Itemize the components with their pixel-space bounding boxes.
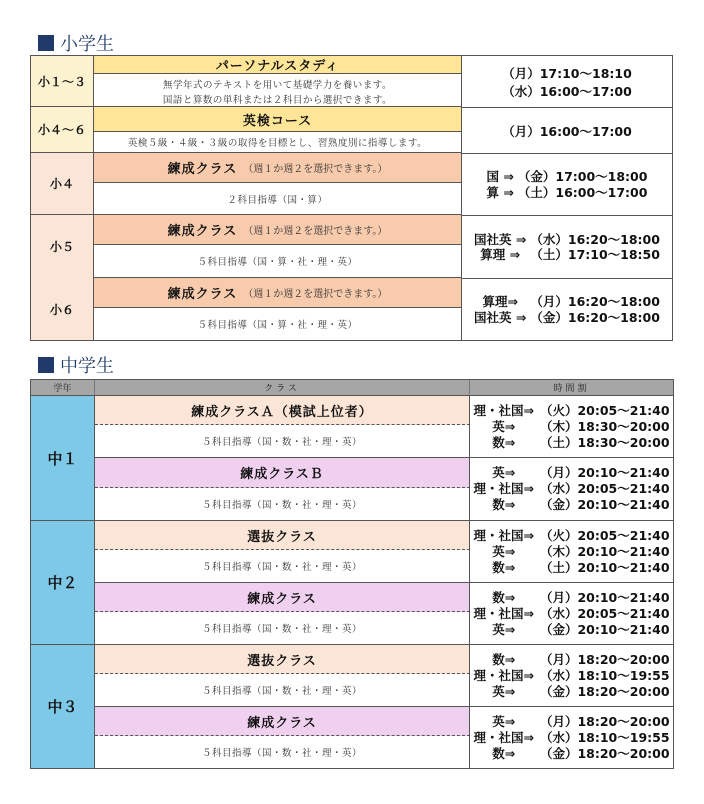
schedule-personal — [462, 56, 672, 107]
course-desc-personal — [94, 74, 462, 107]
schedule-subject: 数⇒ — [492, 497, 516, 512]
schedule-line: （月）16:00～17:00 — [502, 123, 632, 139]
schedule-time: （土）18:30～20:00 — [539, 434, 670, 450]
square-bullet-icon — [38, 357, 54, 373]
course-title-g5 — [94, 215, 462, 245]
schedule-subject: 算 ⇒ — [486, 184, 514, 200]
schedule-g6 — [462, 278, 672, 340]
schedule-time: （月）18:20～20:00 — [539, 651, 670, 667]
schedule-time: （木）20:10～21:40 — [539, 543, 670, 559]
schedule-subject: 英⇒ — [492, 465, 516, 480]
schedule-subject: 英⇒ — [492, 543, 516, 559]
schedule-subject: 英⇒ — [492, 683, 516, 699]
schedule-subject: 数⇒ — [492, 559, 516, 575]
grade-cell-m3: 中３ — [31, 645, 95, 768]
schedule-subject: 理・社国⇒ — [473, 729, 534, 745]
grade-cell-g4: 小４ — [31, 153, 94, 215]
schedule-subject: 数⇒ — [492, 745, 516, 761]
course-title-text: 練成クラス — [167, 287, 238, 302]
elementary-heading — [38, 30, 114, 56]
course-desc-g4: ２科目指導（国・算） — [94, 183, 462, 215]
schedule-time: （土）17:10～18:50 — [530, 247, 660, 262]
schedule-subject: 数⇒ — [492, 651, 516, 667]
schedule-time: （月）20:10～21:40 — [539, 589, 670, 605]
course-desc-eiken: 英検５級・４級・３級の取得を目標とし、習熟度別に指導します。 — [94, 132, 462, 153]
schedule-time: （土）20:10～21:40 — [539, 559, 670, 575]
class-schedule — [470, 458, 673, 521]
junior-heading-text: 中学生 — [60, 356, 114, 377]
schedule-time: （金）20:10～21:40 — [539, 497, 670, 512]
schedule-time: （土）16:00～17:00 — [517, 184, 648, 200]
schedule-time: （金）20:10～21:40 — [539, 621, 670, 637]
schedule-subject: 数⇒ — [492, 589, 516, 605]
schedule-time: （金）18:20～20:00 — [539, 745, 670, 761]
junior-table — [30, 379, 674, 769]
schedule-subject: 理・社国⇒ — [473, 481, 534, 496]
class-schedule — [470, 645, 673, 707]
course-note: （週１か週２を選択できます。） — [243, 226, 388, 237]
schedule-time: （水）18:10～19:55 — [539, 667, 670, 683]
course-title-text: 練成クラス — [167, 224, 238, 239]
header-time: 時間割 — [470, 380, 673, 396]
grade-cell-m2: 中２ — [31, 521, 95, 645]
schedule-time: （月）20:10～21:40 — [539, 465, 670, 480]
elementary-table — [30, 55, 673, 341]
schedule-line: （月）17:10～18:10 — [502, 65, 632, 81]
schedule-subject: 英⇒ — [492, 713, 516, 729]
schedule-subject: 英⇒ — [492, 621, 516, 637]
class-title: 選抜クラス — [95, 645, 470, 674]
course-title-g4 — [94, 153, 462, 183]
class-title: 練成クラス — [95, 707, 470, 736]
schedule-subject: 理・社国⇒ — [473, 605, 534, 621]
schedule-time: （金）17:00～18:00 — [517, 169, 648, 184]
course-desc-line: 無学年式のテキストを用いて基礎学力を養います。 — [162, 80, 393, 91]
schedule-eiken — [462, 107, 672, 153]
class-schedule — [470, 707, 673, 768]
class-desc: ５科目指導（国・数・社・理・英） — [95, 550, 470, 583]
course-note: （週１か週２を選択できます。） — [243, 164, 388, 175]
grade-cell-g46: 小４～６ — [31, 107, 94, 153]
course-desc-line: 国語と算数の単科または２科目から選択できます。 — [162, 95, 393, 106]
schedule-subject: 数⇒ — [492, 434, 516, 450]
schedule-subject: 理・社国⇒ — [473, 402, 534, 418]
grade-cell-m1: 中１ — [31, 396, 95, 521]
class-desc: ５科目指導（国・数・社・理・英） — [95, 736, 470, 768]
course-title-text: 練成クラス — [167, 162, 238, 177]
schedule-time: （水）20:05～21:40 — [539, 605, 670, 621]
elementary-heading-text: 小学生 — [60, 34, 114, 55]
course-title-eiken: 英検コース — [94, 107, 462, 132]
class-schedule — [470, 396, 673, 458]
course-note: （週１か週２を選択できます。） — [243, 289, 388, 300]
grade-cell-g13: 小１～３ — [31, 56, 94, 107]
header-grade: 学年 — [31, 380, 95, 396]
schedule-g4 — [462, 153, 672, 215]
junior-heading — [38, 352, 114, 378]
grade-cell-g6: 小６ — [31, 278, 94, 340]
class-title: 練成クラス — [95, 583, 470, 612]
course-desc-g5: ５科目指導（国・算・社・理・英） — [94, 245, 462, 278]
schedule-time: （木）18:30～20:00 — [539, 418, 670, 434]
class-desc: ５科目指導（国・数・社・理・英） — [95, 612, 470, 645]
schedule-time: （火）20:05～21:40 — [539, 527, 670, 543]
schedule-time: （金）16:20～18:00 — [530, 309, 660, 325]
class-title: 選抜クラス — [95, 521, 470, 550]
schedule-subject: 国 ⇒ — [486, 169, 514, 184]
class-schedule — [470, 583, 673, 645]
schedule-subject: 算理⇒ — [482, 294, 518, 309]
class-title: 練成クラスＢ — [95, 458, 470, 488]
schedule-subject: 国社英 ⇒ — [474, 231, 527, 247]
class-title: 練成クラスＡ（模試上位者） — [95, 396, 470, 425]
schedule-subject: 理・社国⇒ — [473, 527, 534, 543]
schedule-time: （火）20:05～21:40 — [539, 402, 670, 418]
course-title-personal: パーソナルスタディ — [94, 56, 462, 74]
schedule-line: （水）16:00～17:00 — [502, 83, 632, 99]
schedule-subject: 理・社国⇒ — [473, 667, 534, 683]
class-desc: ５科目指導（国・数・社・理・英） — [95, 674, 470, 707]
schedule-time: （水）18:10～19:55 — [539, 729, 670, 745]
class-schedule — [470, 521, 673, 583]
header-class: クラス — [95, 380, 470, 396]
schedule-time: （月）16:20～18:00 — [530, 294, 660, 309]
schedule-subject: 算理 ⇒ — [480, 247, 521, 262]
schedule-subject: 英⇒ — [492, 418, 516, 434]
schedule-time: （水）20:05～21:40 — [539, 481, 670, 496]
schedule-subject: 国社英 ⇒ — [474, 309, 527, 325]
grade-cell-g5: 小５ — [31, 215, 94, 278]
class-desc: ５科目指導（国・数・社・理・英） — [95, 425, 470, 458]
schedule-g5 — [462, 215, 672, 278]
course-title-g6 — [94, 278, 462, 308]
schedule-time: （月）18:20～20:00 — [539, 713, 670, 729]
course-desc-g6: ５科目指導（国・算・社・理・英） — [94, 308, 462, 340]
schedule-time: （金）18:20～20:00 — [539, 683, 670, 699]
schedule-time: （水）16:20～18:00 — [530, 231, 660, 247]
square-bullet-icon — [38, 35, 54, 51]
class-desc: ５科目指導（国・数・社・理・英） — [95, 488, 470, 521]
